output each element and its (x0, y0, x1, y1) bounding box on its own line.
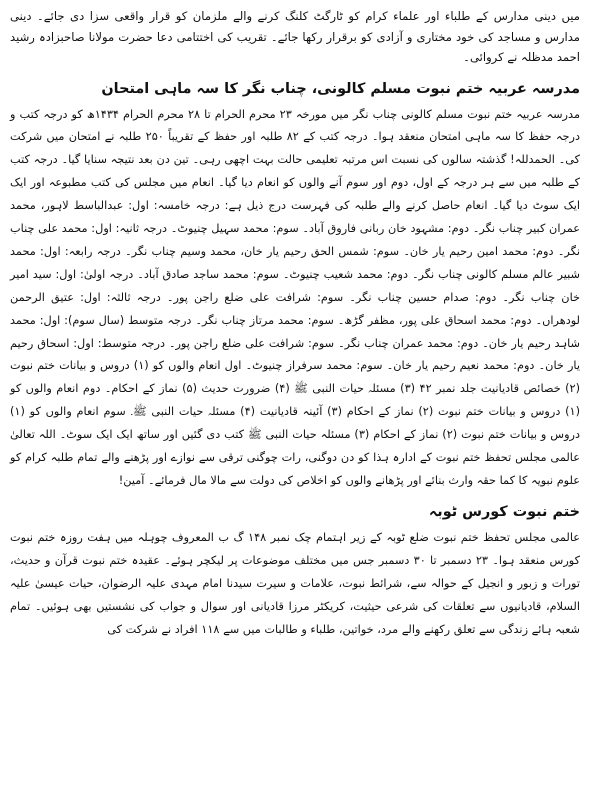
course-heading: ختم نبوت کورس ٹوبہ (428, 503, 580, 520)
course-paragraph: عالمی مجلس تحفظ ختم نبوت ضلع ٹوبہ کے زیر اہتمام چک نمبر ۱۴۸ گ ب المعروف چوہلہ میں ہفت روزہ ختم نبوت کورس منعقد ہوا۔ ۲۳ دسمبر تا ۳۰ دسمبر جس میں مختلف موضوعات پر لیکچر ہوئے۔ عقیدہ ختم نبوت قرآن و حدیث، تورات و زبور و انجیل کے حوالہ سے، شرائط نبوت، علامات و سیرت سیدنا امام مہدی علیہ الرضوان، حیات عیسیٰ علیہ السلام، قادیانیوں سے تعلقات کی شرعی حیثیت، کریکٹر مرزا قادیانی اور سوال و جواب کی نشستیں بھی ہوئیں۔ تمام شعبہ ہائے زندگی سے تعلق رکھنے والے مرد، خواتین، طلباء و طالبات میں سے ۱۱۸ افراد نے شرکت کی (10, 530, 581, 636)
exam-heading: مدرسہ عربیہ ختم نبوت مسلم کالونی، چناب نگر کا سہ ماہی امتحان (101, 80, 580, 97)
exam-paragraph: مدرسہ عربیہ ختم نبوت مسلم کالونی چناب نگر میں مورخہ ۲۳ محرم الحرام تا ۲۸ محرم الحرام ۱۴۳۴ھ کو درجہ کتب و درجہ حفظ کا سہ ماہی امتحان منعقد ہوا۔ درجہ کتب کے ۸۲ طلبہ اور حفظ کے تقریباً ۲۵۰ طلبہ نے امتحان میں شرکت کی۔ الحمدللہ! گذشتہ سالوں کی نسبت اس مرتبہ تعلیمی حالت بہت اچھی رہی۔ تین دن بعد نتیجہ سنایا گیا۔ درجہ کتب کے طلبہ میں سے ہر درجہ کے اول، دوم اور سوم آنے والوں کو انعام دیا گیا۔ انعام میں مجلس کی کتب مطبوعہ اور ایک ایک سوٹ دیا گیا۔ انعام حاصل کرنے والے طلبہ کی فہرست درج ذیل ہے: درجہ خامسہ: اول: عبدالباسط لاہور، محمد عمران کبیر چناب نگر۔ دوم: مشہود خان ربانی فاروق آباد۔ سوم: محمد سہیل چنیوٹ۔ درجہ ثانیہ: اول: محمد علی چناب نگر۔ دوم: محمد امین رحیم یار خان۔ سوم: شمس الحق رحیم یار خان، محمد وسیم چناب نگر۔ درجہ رابعہ: اول: محمد شبیر عالم مسلم کالونی چناب نگر۔ دوم: محمد شعیب چنیوٹ۔ سوم: محمد ساجد صادق آباد۔ درجہ اولیٰ: اول: سید امیر خان چناب نگر۔ دوم: صدام حسین چناب نگر۔ سوم: شرافت علی ضلع راجن پور۔ درجہ ثالثہ: اول: عتیق الرحمن لودھراں۔ دوم: محمد اسحاق علی پور، مظفر گڑھ۔ سوم: محمد مرتاز چناب نگر۔ درجہ متوسط (سال سوم): اول: محمد شاہد رحیم یار خان۔ دوم: محمد عمران چناب نگر۔ سوم: شرافت علی ضلع راجن پور۔ درجہ متوسط: اول: اسحاق رحیم یار خان۔ دوم: محمد نعیم رحیم یار خان۔ سوم: محمد سرفراز چنیوٹ۔ اول انعام والوں کو (۱) دروس و بیانات ختم نبوت (۲) خصائص قادیانیت جلد نمبر ۴۲ (۳) مسئلہ حیات النبی ﷺ (۴) ضرورت حدیث (۵) نماز کے احکام۔ دوم انعام والوں کو (۱) دروس و بیانات ختم نبوت (۲) نماز کے احکام (۳) آئینہ قادیانیت (۴) مسئلہ حیات النبی ﷺ۔ سوم انعام والوں کو (۱) دروس و بیانات ختم نبوت (۲) نماز کے احکام (۳) مسئلہ حیات النبی ﷺ کتب دی گئیں اور ساتھ ایک ایک سوٹ۔ اللہ تعالیٰ عالمی مجلس تحفظ ختم نبوت کے ادارہ ہذا کو دن دوگنی، رات چوگنی ترقی سے نوازے اور پڑھنے والے تمام طلبہ کرام کو علوم نبویہ کا کما حقہ وارث بنائے اور پڑھانے والوں کو اخلاص کی دولت سے مالا مال فرمائے۔ آمین! (10, 107, 581, 487)
intro-paragraph: میں دینی مدارس کے طلباء اور علماء کرام کو ٹارگٹ کلنگ کرنے والے ملزمان کو قرار واقعی سزا دی جائے۔ دینی مدارس و مساجد کی خود مختاری و آزادی کو برقرار رکھا جائے۔ تقریب کی اختتامی دعا حضرت مولانا صاحبزادہ رشید احمد مدظلہ نے کروائی۔ (10, 9, 580, 64)
